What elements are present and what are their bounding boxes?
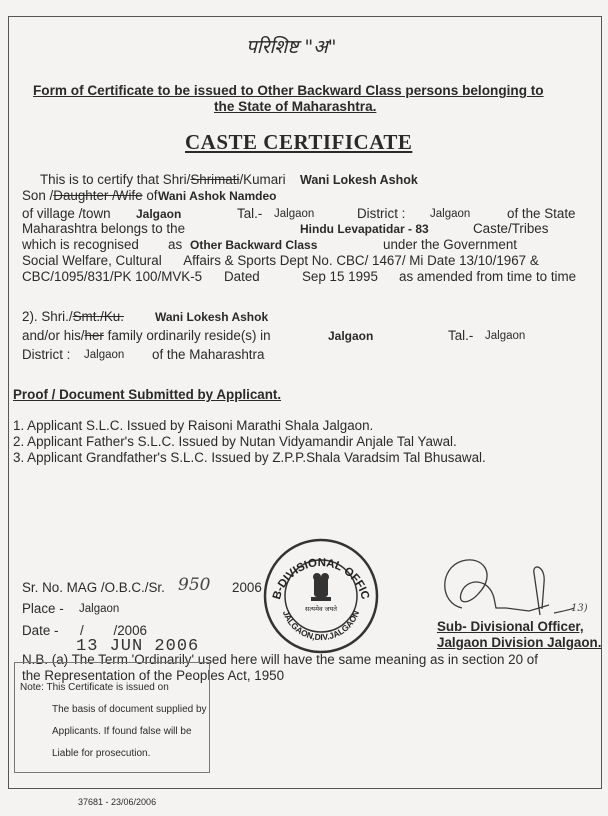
place-value: Jalgaon: [79, 603, 120, 615]
proof-item: 3. Applicant Grandfather's S.L.C. Issued by Z.P.P.Shala Varadsim Tal Bhusawal.: [13, 450, 486, 465]
date-value: / /2006: [80, 623, 147, 638]
officer-signature: [434, 553, 584, 628]
village-label: of village /town: [22, 206, 111, 221]
caste-tribes-label: Caste/Tribes: [473, 221, 549, 236]
relation-line: Son /Daughter /Wife of: [22, 188, 158, 203]
sr-no-handwritten: 950: [178, 575, 211, 595]
applicant-name: Wani Lokesh Ashok: [300, 173, 418, 187]
emblem-icon: [311, 573, 331, 601]
section2-tal-value: Jalgaon: [485, 330, 526, 342]
hindi-title: परिशिष्ट "अ": [246, 36, 337, 58]
seal-bottom-text: JALGAON,DIV.JALGAON: [280, 609, 362, 643]
note-line: Note: This Certificate is issued on: [20, 682, 169, 693]
recognised-label: which is recognised: [22, 237, 139, 252]
form-heading-line1: Form of Certificate to be issued to Other Backward Class persons belonging to: [33, 83, 544, 98]
tal-label: Tal.-: [237, 206, 263, 221]
category-value: Other Backward Class: [190, 238, 318, 252]
gr-reference-number: CBC/1095/831/PK 100/MVK-5: [22, 269, 203, 284]
section2-prefix: 2). Shri./Smt./Ku.: [22, 309, 124, 324]
sr-year: 2006: [232, 580, 262, 595]
seal-top-text: B-DIVISIONAL OFFIC: [270, 557, 372, 601]
village-value: Jalgaon: [136, 207, 182, 221]
caste-value: Hindu Levapatidar - 83: [300, 222, 429, 236]
note-line: Liable for prosecution.: [52, 748, 151, 759]
section2-name: Wani Lokesh Ashok: [155, 310, 269, 324]
belongs-label: Maharashtra belongs to the: [22, 221, 186, 236]
proof-item: 2. Applicant Father's S.L.C. Issued by Nutan Vidyamandir Anjale Tal Yawal.: [13, 434, 457, 449]
district-label: District :: [357, 206, 406, 221]
officer-title: Sub- Divisional Officer,: [437, 619, 584, 634]
form-heading-line2: the State of Maharashtra.: [214, 99, 377, 114]
reside-place: Jalgaon: [328, 329, 374, 343]
place-label: Place -: [22, 601, 64, 616]
proof-heading: Proof / Document Submitted by Applicant.: [13, 387, 282, 402]
of-state-label: of the State: [507, 206, 576, 221]
dated-label: Dated: [224, 269, 260, 284]
amended-label: as amended from time to time: [399, 269, 577, 284]
seal-motto: सत्यमेव जयते: [305, 605, 337, 613]
signature-date: 13): [571, 603, 588, 614]
bottom-reference: 37681 - 23/06/2006: [78, 797, 157, 807]
official-seal: [262, 537, 380, 660]
tal-value: Jalgaon: [274, 208, 315, 220]
gr-date: Sep 15 1995: [302, 269, 378, 284]
date-label: Date -: [22, 623, 59, 638]
officer-division: Jalgaon Division Jalgaon.: [437, 635, 602, 650]
section2-state-label: of the Maharashtra: [152, 347, 265, 362]
received-date-stamp: 13 JUN 2006: [76, 637, 200, 656]
under-government-label: under the Government: [383, 237, 517, 252]
father-name: Wani Ashok Namdeo: [158, 189, 277, 203]
gr-reference-line: Social Welfare, Cultural Affairs & Sports Dept No. CBC/ 1467/ Mi Date 13/10/1967 &: [22, 253, 539, 268]
sr-no-label: Sr. No. MAG /O.B.C./Sr.: [22, 580, 165, 595]
nb-line2: the Representation of the Peoples Act, 1950: [22, 668, 285, 683]
note-line: The basis of document supplied by: [52, 704, 207, 715]
svg-text:JALGAON,DIV.JALGAON: [281, 609, 361, 642]
note-line: Applicants. If found false will be: [52, 726, 192, 737]
district-value: Jalgaon: [430, 208, 471, 220]
as-label: as: [168, 237, 183, 252]
proof-item: 1. Applicant S.L.C. Issued by Raisoni Marathi Shala Jalgaon.: [13, 418, 374, 433]
section2-tal-label: Tal.-: [448, 328, 474, 343]
section2-district-label: District :: [22, 347, 71, 362]
nb-line1: N.B. (a) The Term 'Ordinarily' used here will have the same meaning as in section 20 of: [22, 652, 538, 667]
section2-district-value: Jalgaon: [84, 349, 125, 361]
certificate-title: CASTE CERTIFICATE: [185, 130, 413, 154]
certify-line: This is to certify that Shri/Shrimati/Kumari: [40, 172, 286, 187]
reside-line: and/or his/her family ordinarily reside(s) in: [22, 328, 271, 343]
